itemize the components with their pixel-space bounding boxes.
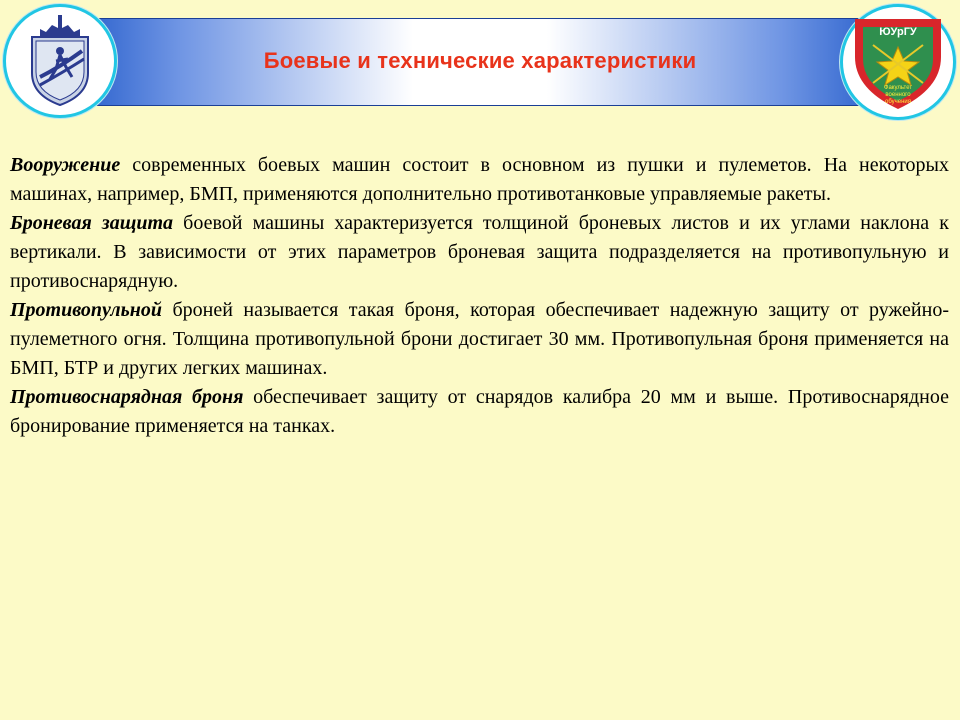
paragraph-bulletproof-armor-text: броней называется такая броня, которая обеспечивает надежную защиту от ружейно-пулеметного огня. Толщина противопульной брони достигает 30 мм. Противопульная броня применяется на БМП, БТР и других легких машинах. <box>10 299 949 379</box>
slide-body <box>10 151 949 441</box>
military-faculty-emblem-icon <box>840 4 956 120</box>
university-emblem-icon <box>3 4 117 118</box>
emblem-caption-line2: военного <box>885 92 911 98</box>
term-shellproof-armor: Противоснарядная броня <box>10 386 244 408</box>
paragraph-armament-text: современных боевых машин состоит в основном из пушки и пулеметов. На некоторых машинах, например, БМП, применяются дополнительно противотанковые управляемые ракеты. <box>10 154 949 205</box>
term-armament: Вооружение <box>10 154 121 176</box>
emblem-caption-line3: обучения <box>884 99 912 105</box>
paragraph-armament <box>10 151 949 209</box>
page-title: Боевые и технические характеристики <box>263 48 697 73</box>
paragraph-armor-protection-text: боевой машины характеризуется толщиной броневых листов и их углами наклона к вертикали. В зависимости от этих параметров броневая защита подразделяется на противопульную и противоснарядную. <box>10 212 949 292</box>
emblem-caption <box>843 85 953 106</box>
term-bulletproof-armor: Противопульной <box>10 299 163 321</box>
emblem-caption-line1: Факультет <box>883 85 913 91</box>
paragraph-armor-protection <box>10 209 949 296</box>
term-armor-protection: Броневая защита <box>10 212 174 234</box>
paragraph-bulletproof-armor <box>10 296 949 383</box>
emblem-abbreviation: ЮУрГУ <box>879 26 917 38</box>
paragraph-shellproof-armor <box>10 383 949 441</box>
paragraph-shellproof-armor-text: обеспечивает защиту от снарядов калибра 20 мм и выше. Противоснарядное бронирование применяется на танках. <box>10 386 949 437</box>
